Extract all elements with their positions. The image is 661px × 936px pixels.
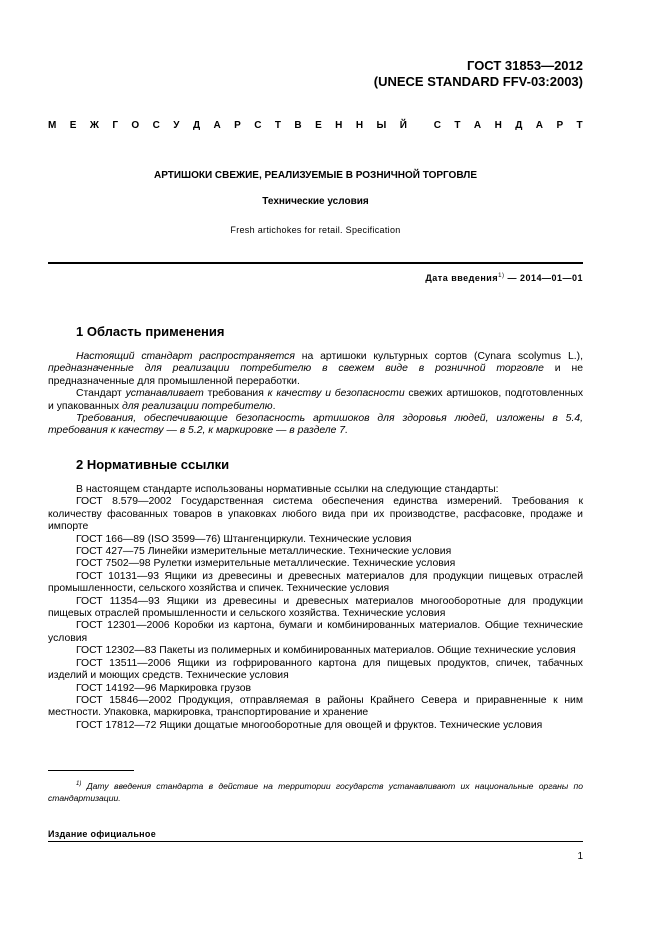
section-1-heading: 1 Область применения [76,324,225,339]
banner-letter: А [213,120,221,131]
text-run: Настоящий стандарт [76,351,200,362]
text-run: свежих артишоков, подготовленных и упакованных [48,388,584,412]
normative-reference: ГОСТ 8.579—2002 Государственная система обеспечения единства измерений. Требования к количеству фасованных товаров в упаковках любого вида при их производстве, расфасовке, продаже и импорте [48,496,583,533]
banner-letter: А [473,120,482,131]
unece-reference: (UNECE STANDARD FFV-03:2003) [373,74,583,89]
footnote [48,778,583,804]
normative-reference: ГОСТ 17812—72 Ящики дощатые многооборотные для овощей и фруктов. Технические условия [76,719,543,731]
text-run: устанавливает [125,388,204,400]
section-1-para-2 [48,388,583,413]
banner-letter: Й [399,120,407,131]
normative-references-list [48,496,583,732]
banner-letter: Е [69,120,77,131]
normative-reference: ГОСТ 15846—2002 Продукция, отправляемая в районы Крайнего Севера и приравненные к ним местности. Упаковка, маркировка, транспортирование и хранение [48,694,583,719]
section-1-para-1 [48,351,583,388]
text-run: на артишоки культурных сортов (Cynara scolymus L.), [294,351,583,362]
header-divider [48,262,583,264]
text-run: Требования, обеспечивающие безопасность артишоков для здоровья людей, изложены в 5.4, требования к качеству — в 5.2, к маркировке — в разделе 7 [48,413,583,437]
section-1-para-3 [48,413,583,438]
normative-reference: ГОСТ 13511—2006 Ящики из гофрированного картона для пищевых продуктов, спичек, табачных изделий и моющих средств. Технические условия [48,657,583,682]
effective-date-footnote-mark: 1) [498,273,505,279]
banner-letter: Т [274,120,281,131]
effective-date-value: — 2014—01—01 [504,273,583,283]
text-run: к качеству и безопасности [267,388,405,400]
banner-letter: Н [494,120,502,131]
normative-reference: ГОСТ 10131—93 Ящики из древесины и древесных материалов для продукции пищевых отраслей промышленности, сельского хозяйства и спичек. Технические условия [48,570,583,595]
banner-letter: В [294,120,302,131]
text-run: предназначенные для реализации потребителю в свежем виде в розничной торговле [48,363,544,375]
section-2-body [48,484,583,732]
normative-reference: ГОСТ 12302—83 Пакеты из полимерных и комбинированных материалов. Общие технические условия [76,645,576,657]
footnote-mark: 1) [76,781,82,787]
banner-letter: Т [454,120,461,131]
footnote-text: Дату введения стандарта в действие на территории государств устанавливают их национальные органы по стандартизации. [48,780,583,803]
text-run: . [272,400,276,412]
banner-letter: А [535,120,544,131]
normative-reference: ГОСТ 14192—96 Маркировка грузов [76,682,252,694]
effective-date [425,273,583,283]
banner-letter: Г [112,120,118,131]
banner-letter: С [254,120,262,131]
banner-letter: Д [515,120,523,131]
banner-letter: Ж [89,120,99,131]
banner-letter: Р [234,120,241,131]
text-run: для реализации потребителю [121,400,273,412]
text-run: Стандарт [76,388,126,400]
banner-letter: С [152,120,160,131]
banner-letter: С [433,120,441,131]
gost-number: ГОСТ 31853—2012 [467,58,583,73]
section-2-heading: 2 Нормативные ссылки [76,457,230,472]
banner-letter: Е [315,120,322,131]
footnote-divider [48,770,134,771]
banner-letter: Р [556,120,564,131]
document-subtitle: Технические условия [262,196,369,207]
interstate-standard-banner [48,120,583,131]
footer-divider [48,841,583,842]
banner-letter: Н [335,120,343,131]
banner-letter: Ы [376,120,387,131]
section-2-intro: В настоящем стандарте использованы нормативные ссылки на следующие стандарты: [76,484,499,495]
normative-reference: ГОСТ 166—89 (ISO 3599—76) Штангенциркули. Технические условия [76,533,412,545]
text-run: требования [203,388,268,400]
text-run: . [345,425,348,437]
document-title: АРТИШОКИ СВЕЖИЕ, РЕАЛИЗУЕМЫЕ В РОЗНИЧНОЙ ТОРГОВЛЕ [153,170,477,181]
banner-letter: Т [576,120,583,131]
page-number: 1 [577,851,583,862]
normative-reference: ГОСТ 12301—2006 Коробки из картона, бумаги и комбинированных материалов. Общие технические условия [48,620,583,644]
section-1-body [48,351,583,438]
text-run: распространяется [199,351,295,362]
banner-letter: М [48,120,57,131]
english-title: Fresh artichokes for retail. Specification [230,225,401,235]
banner-letter: Д [192,120,201,131]
effective-date-label: Дата введения [425,273,499,283]
normative-reference: ГОСТ 11354—93 Ящики из древесины и древесных материалов многооборотные для продукции пищевых отраслей промышленности и сельского хозяйства. Технические условия [48,595,583,620]
normative-reference: ГОСТ 427—75 Линейки измерительные металлические. Технические условия [76,546,452,558]
gost-header [374,58,583,90]
official-edition-label: Издание официальное [48,829,157,839]
banner-letter: О [131,120,140,131]
banner-letter: Н [355,120,364,131]
text-run: и не предназначенные для промышленной переработки. [48,363,583,387]
normative-reference: ГОСТ 7502—98 Рулетки измерительные металлические. Технические условия [76,558,456,570]
banner-letter: У [173,120,180,131]
